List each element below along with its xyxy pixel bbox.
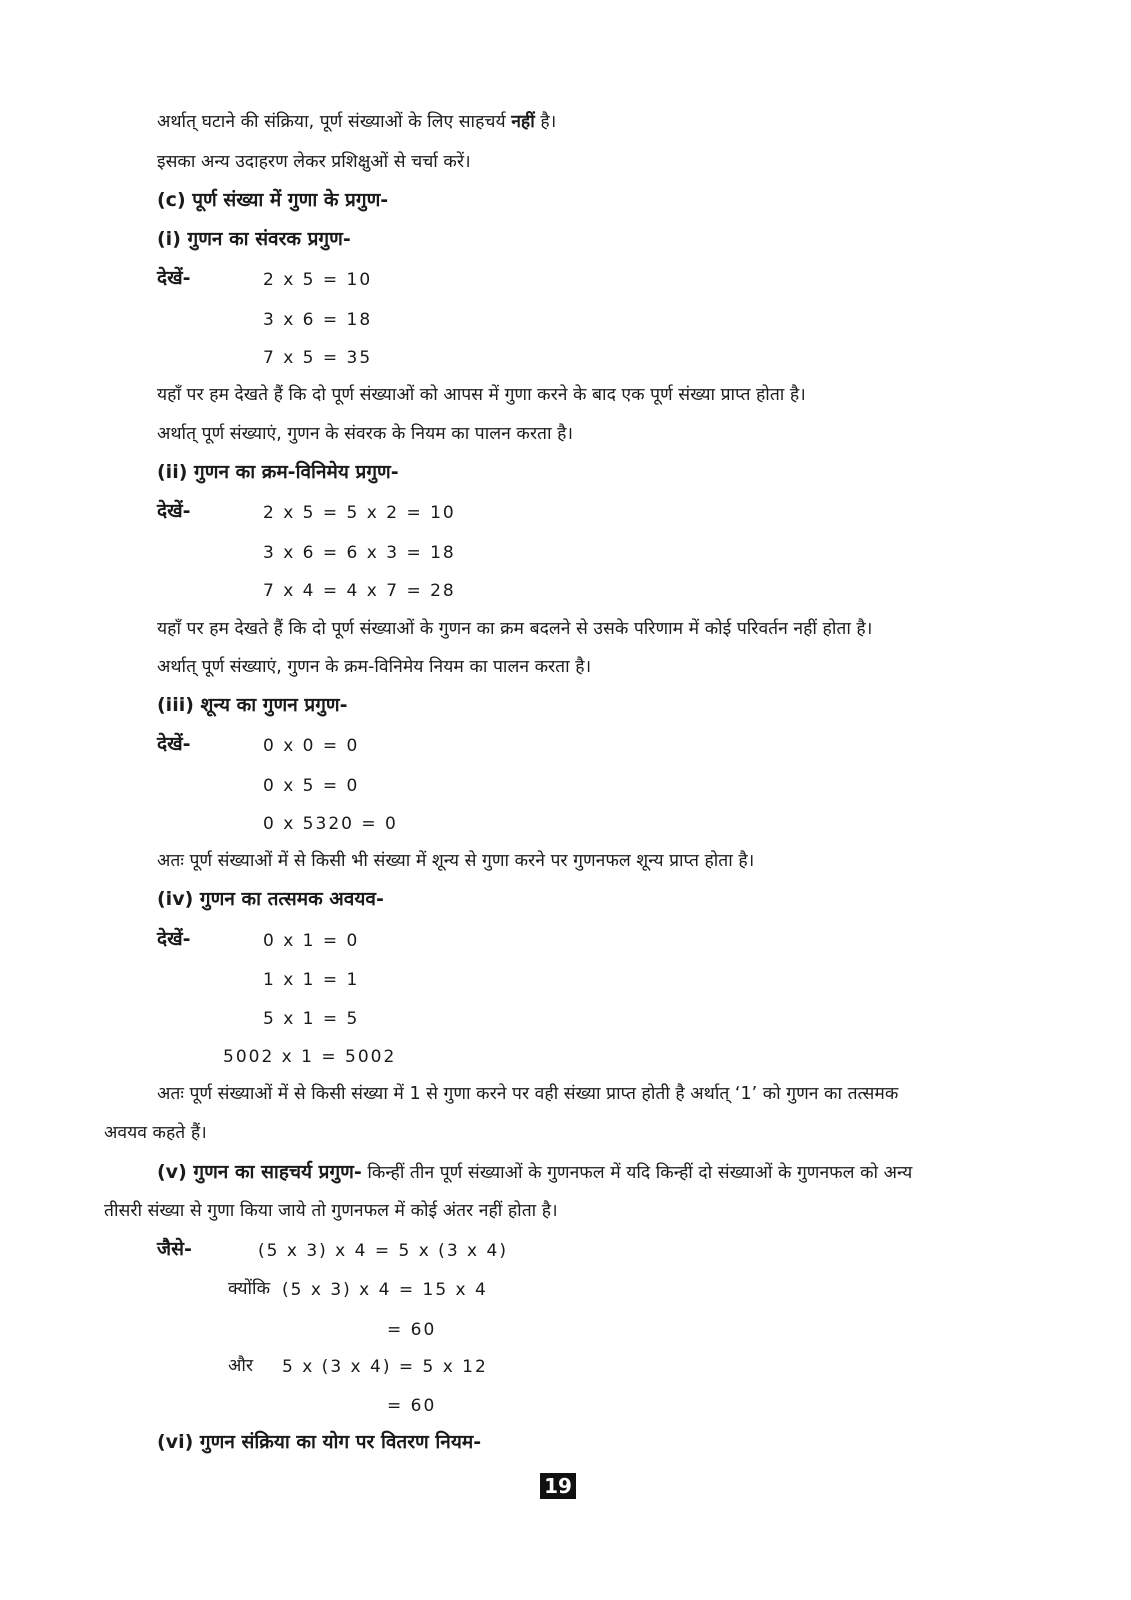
text-line: तीसरी संख्या से गुणा किया जाये तो गुणनफल में कोई अंतर नहीं होता है। (104, 1201, 558, 1221)
see-label: देखें- (157, 267, 191, 289)
text-line (157, 110, 556, 134)
see-label: देखें- (157, 733, 191, 755)
equation: 0 x 1 = 0 (263, 931, 360, 951)
page-number: 19 (540, 1473, 576, 1499)
section-heading: (c) पूर्ण संख्या में गुणा के प्रगुण- (157, 189, 389, 211)
equation: 3 x 6 = 6 x 3 = 18 (263, 543, 456, 563)
see-label: देखें- (157, 500, 191, 522)
equation: 3 x 6 = 18 (263, 310, 373, 330)
equation: = 60 (387, 1320, 437, 1340)
section-heading: (v) गुणन का साहचर्य प्रगुण- (157, 1161, 362, 1183)
equation: 5 x (3 x 4) = 5 x 12 (282, 1357, 488, 1377)
equation: 0 x 0 = 0 (263, 736, 360, 756)
text-line: यहाँ पर हम देखते हैं कि दो पूर्ण संख्याओं के गुणन का क्रम बदलने से उसके परिणाम में कोई परिवर्तन नहीं होता है। (157, 619, 873, 639)
text-segment: है। (534, 112, 557, 132)
see-label: देखें- (157, 928, 191, 950)
text-line: यहाँ पर हम देखते हैं कि दो पूर्ण संख्याओं को आपस में गुणा करने के बाद एक पूर्ण संख्या प्राप्त होता है। (157, 385, 806, 405)
section-heading: (iii) शून्य का गुणन प्रगुण- (157, 694, 348, 716)
equation: = 60 (387, 1396, 437, 1416)
text-line: अर्थात् पूर्ण संख्याएं, गुणन के संवरक के नियम का पालन करता है। (157, 424, 573, 444)
text-line (157, 1160, 912, 1185)
text-line: अवयव कहते हैं। (104, 1123, 207, 1143)
text-line: अर्थात् पूर्ण संख्याएं, गुणन के क्रम-विनिमेय नियम का पालन करता है। (157, 657, 592, 677)
text-segment: किन्हीं तीन पूर्ण संख्याओं के गुणनफल में यदि किन्हीं दो संख्याओं के गुणनफल को अन्य (361, 1163, 913, 1183)
and-label: और (228, 1356, 254, 1376)
text-segment: अर्थात् घटाने की संक्रिया, पूर्ण संख्याओं के लिए साहचर्य (157, 112, 512, 132)
emphasis-text: नहीं (511, 112, 535, 132)
section-heading: (i) गुणन का संवरक प्रगुण- (157, 228, 351, 250)
section-heading: (ii) गुणन का क्रम-विनिमेय प्रगुण- (157, 461, 399, 483)
text-line: इसका अन्य उदाहरण लेकर प्रशिक्षुओं से चर्चा करें। (157, 152, 471, 172)
equation: (5 x 3) x 4 = 15 x 4 (282, 1280, 488, 1300)
equation: 1 x 1 = 1 (263, 970, 360, 990)
section-heading: (vi) गुणन संक्रिया का योग पर वितरण नियम- (157, 1431, 482, 1453)
text-line: अतः पूर्ण संख्याओं में से किसी संख्या में 1 से गुणा करने पर वही संख्या प्राप्त होती है अर्थात् ‘1’ को गुणन का तत्समक (157, 1084, 899, 1104)
equation: 7 x 5 = 35 (263, 348, 373, 368)
equation: 5002 x 1 = 5002 (223, 1047, 397, 1067)
text-line: अतः पूर्ण संख्याओं में से किसी भी संख्या में शून्य से गुणा करने पर गुणनफल शून्य प्राप्त होता है। (157, 851, 755, 871)
example-label: जैसे- (157, 1238, 192, 1260)
equation: 0 x 5 = 0 (263, 776, 360, 796)
equation: 5 x 1 = 5 (263, 1009, 360, 1029)
equation: 0 x 5320 = 0 (263, 814, 398, 834)
equation: 7 x 4 = 4 x 7 = 28 (263, 581, 456, 601)
equation: 2 x 5 = 10 (263, 270, 373, 290)
equation: 2 x 5 = 5 x 2 = 10 (263, 503, 456, 523)
equation: (5 x 3) x 4 = 5 x (3 x 4) (258, 1241, 508, 1261)
because-label: क्योंकि (228, 1279, 271, 1299)
section-heading: (iv) गुणन का तत्समक अवयव- (157, 888, 384, 910)
